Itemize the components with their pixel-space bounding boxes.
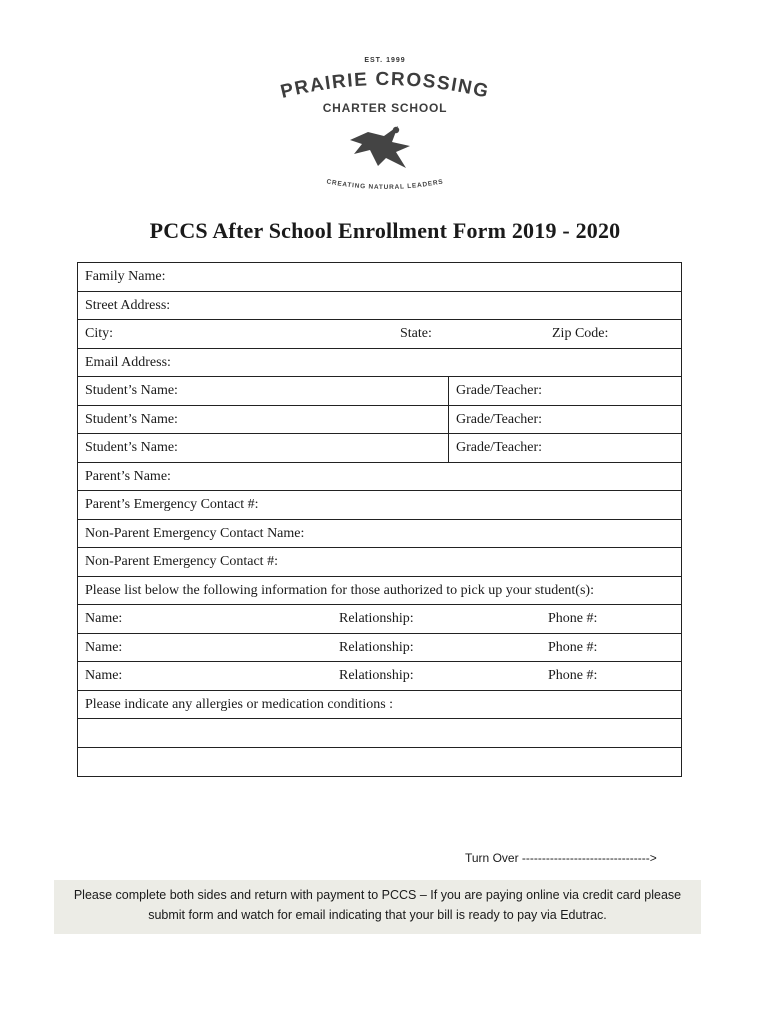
pickup-phone-label: Phone #: [548, 639, 598, 655]
column-divider [448, 377, 449, 405]
pickup-name-label: Name: [85, 668, 123, 683]
pickup-name-label: Name: [85, 639, 123, 655]
pickup-phone-label: Phone #: [548, 668, 598, 683]
pickup-row[interactable] [78, 662, 681, 691]
allergies-label: Please indicate any allergies or medication conditions : [85, 696, 394, 712]
email-address-row[interactable] [78, 349, 681, 378]
email-address-label: Email Address: [85, 354, 171, 370]
allergies-blank-row[interactable] [78, 719, 681, 748]
student-row[interactable] [78, 434, 681, 463]
enrollment-form-table [77, 262, 682, 777]
student-name-label: Student’s Name: [85, 411, 178, 427]
column-divider [448, 434, 449, 462]
parent-emergency-row[interactable] [78, 491, 681, 520]
footer-instructions [54, 880, 701, 934]
eagle-icon [350, 126, 410, 168]
pickup-relationship-label: Relationship: [339, 639, 414, 655]
state-label: State: [400, 326, 432, 341]
street-address-row[interactable] [78, 292, 681, 321]
student-row[interactable] [78, 377, 681, 406]
pickup-row[interactable] [78, 605, 681, 634]
allergies-blank-row[interactable] [78, 748, 681, 777]
grade-teacher-label: Grade/Teacher: [456, 440, 543, 455]
parent-name-label: Parent’s Name: [85, 468, 171, 484]
student-name-label: Student’s Name: [85, 440, 178, 455]
non-parent-name-label: Non-Parent Emergency Contact Name: [85, 525, 305, 541]
non-parent-contact-row[interactable] [78, 548, 681, 577]
family-name-row[interactable] [78, 263, 681, 292]
logo-name-line2: CHARTER SCHOOL [322, 101, 448, 115]
pickup-row[interactable] [78, 634, 681, 663]
student-name-label: Student’s Name: [85, 383, 178, 398]
form-title: PCCS After School Enrollment Form 2019 - 2020 [149, 218, 621, 243]
logo-name-line1: PRAIRIE CROSSING [278, 68, 492, 103]
grade-teacher-label: Grade/Teacher: [456, 383, 543, 398]
grade-teacher-label: Grade/Teacher: [456, 411, 543, 427]
school-logo [250, 40, 520, 200]
column-divider [448, 406, 449, 434]
pickup-name-label: Name: [85, 611, 123, 626]
city-label: City: [85, 326, 114, 341]
turn-over-note: Turn Over --------------------------------> [465, 851, 657, 865]
student-row[interactable] [78, 406, 681, 435]
footer-line-2: submit form and watch for email indicating that your bill is ready to pay via Edutrac. [148, 908, 607, 922]
footer-line-1: Please complete both sides and return with payment to PCCS – If you are paying online via credit card please [73, 888, 682, 902]
city-state-zip-row[interactable] [78, 320, 681, 349]
parent-emergency-label: Parent’s Emergency Contact #: [85, 497, 259, 512]
pickup-phone-label: Phone #: [548, 611, 598, 626]
allergies-row[interactable] [78, 691, 681, 720]
non-parent-contact-label: Non-Parent Emergency Contact #: [85, 554, 278, 569]
pickup-instructions-text: Please list below the following information for those authorized to pick up your student(s): [85, 582, 594, 598]
pickup-relationship-label: Relationship: [339, 668, 414, 683]
logo-est: EST. 1999 [364, 57, 406, 64]
pickup-instructions-row [78, 577, 681, 606]
pickup-relationship-label: Relationship: [339, 611, 414, 626]
parent-name-row[interactable] [78, 463, 681, 492]
street-address-label: Street Address: [85, 297, 171, 313]
non-parent-name-row[interactable] [78, 520, 681, 549]
logo-tagline: CREATING NATURAL LEADERS [325, 178, 445, 192]
family-name-label: Family Name: [85, 269, 166, 284]
zip-code-label: Zip Code: [552, 326, 609, 341]
